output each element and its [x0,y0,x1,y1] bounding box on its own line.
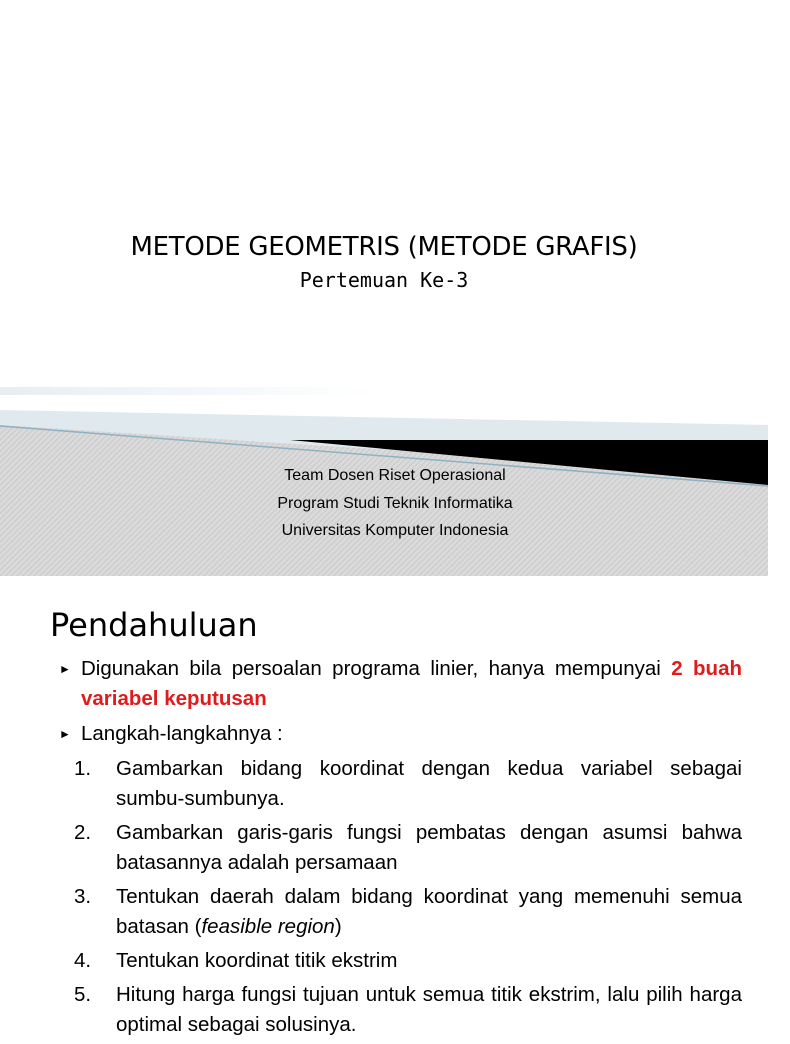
step-text: Hitung harga fungsi tujuan untuk semua titik ekstrim, lalu pilih harga optimal sebagai solusinya. [116,983,742,1036]
step-number: 5. [74,983,92,1006]
slide-content [0,654,768,1044]
slide-subtitle: Pertemuan Ke-3 [299,268,469,292]
step-number: 2. [74,821,92,844]
slide-heading: Pendahuluan [50,606,258,644]
step-number: 4. [74,949,92,972]
step-item [74,882,742,942]
credits [0,462,790,545]
step-text: Tentukan koordinat titik ekstrim [116,949,398,972]
slide-title: METODE GEOMETRIS (METODE GRAFIS) [130,232,638,262]
bullet-item [59,719,742,749]
bullet-text: Digunakan bila persoalan programa linier, hanya mempunyai [81,657,672,680]
triangle-bullet-icon: ► [59,662,71,676]
highlight-text: 2 buah variabel keputusan [81,657,742,710]
step-text: Tentukan daerah dalam bidang koordinat yang memenuhi semua batasan ( [116,885,742,938]
step-text: Gambarkan garis-garis fungsi pembatas dengan asumsi bahwa batasannya adalah persamaan [116,821,742,874]
page-number: 1 [743,549,748,558]
step-number: 1. [74,757,92,780]
step-suffix: ) [334,915,342,938]
triangle-bullet-icon: ► [59,727,71,741]
step-italic-text: feasible region [201,915,335,938]
credit-line-university: Universitas Komputer Indonesia [281,522,509,539]
step-item [74,754,742,814]
bullet-item [59,654,742,714]
intro-slide [0,576,768,1036]
credit-line-program: Program Studi Teknik Informatika [277,494,513,512]
band-fade-strip [0,387,380,395]
title-block [0,232,768,292]
credit-line-team: Team Dosen Riset Operasional [284,467,506,484]
step-item [74,946,742,976]
step-item [74,980,742,1040]
step-text: Gambarkan bidang koordinat dengan kedua variabel sebagai sumbu-sumbunya. [116,757,742,810]
step-item [74,818,742,878]
bullet-text: Langkah-langkahnya : [81,722,283,745]
step-number: 3. [74,885,92,908]
